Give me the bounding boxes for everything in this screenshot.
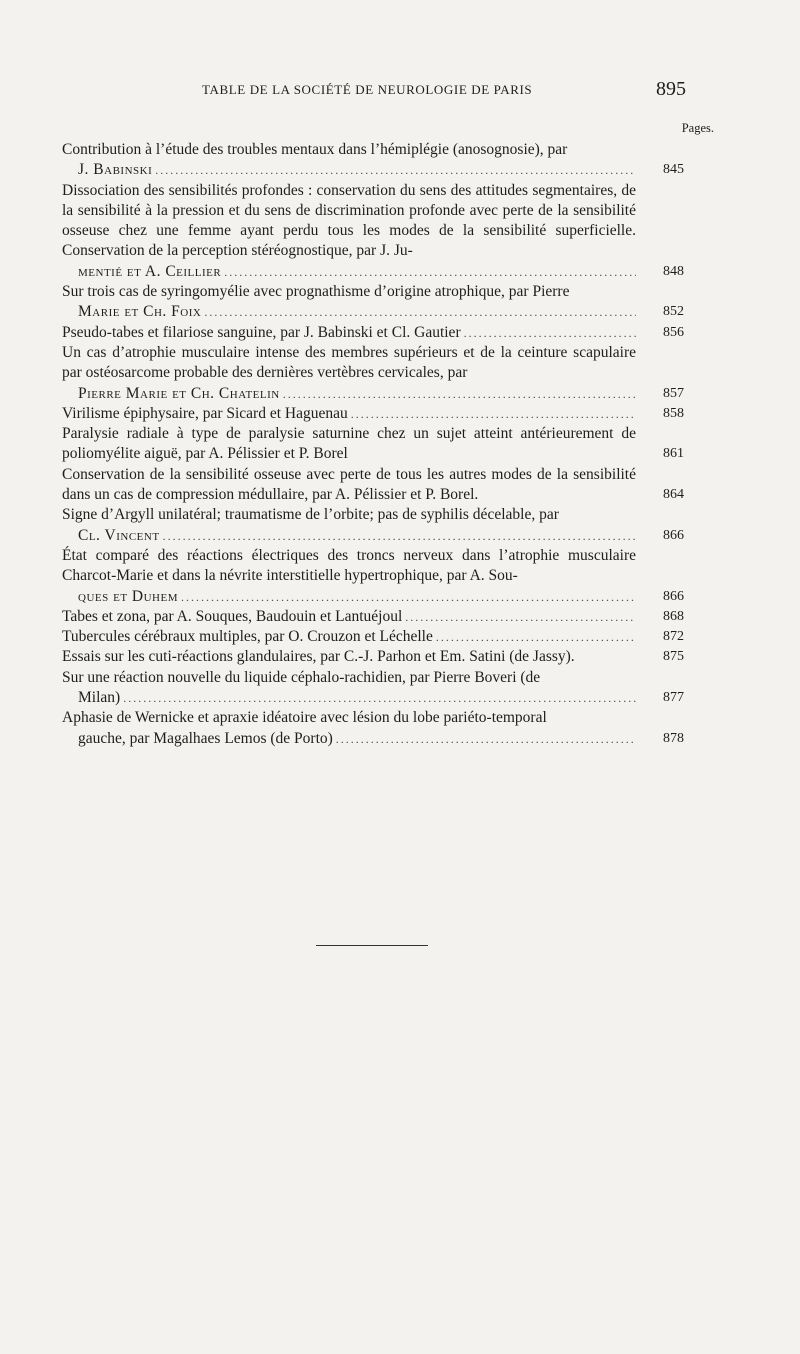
entry-text: Un cas d’atrophie musculaire intense des membres supérieurs et de la ceinture scapulaire par ostéosarcome probable des dernières vertèbres cervicales, par [62,343,636,382]
entry-author: ques et Duhem [78,587,178,605]
leader-dots [436,627,636,647]
entry-text: État comparé des réactions électriques des troncs nerveux dans l’atrophie musculaire Charcot-Marie et dans la névrite interstitielle hypertrophique, par A. Sou- [62,546,636,585]
toc-entry [62,607,684,627]
toc-entry [62,647,684,667]
entry-text: Essais sur les cuti-réactions glandulaires, par C.-J. Parhon et Em. Satini (de Jassy). [62,648,575,666]
entry-text: Paralysie radiale à type de paralysie saturnine chez un sujet atteint antérieurement de poliomyélite aiguë, par A. Pélissier et P. Borel [62,425,636,463]
toc-entry [62,140,684,181]
entry-page: 877 [663,690,684,706]
leader-dots [123,688,636,708]
table-of-contents [62,140,684,749]
entry-page: 852 [663,304,684,320]
entry-author: gauche, par Magalhaes Lemos (de Porto) [78,729,333,747]
entry-text: Sur une réaction nouvelle du liquide céphalo-rachidien, par Pierre Boveri (de [62,668,541,686]
entry-page: 861 [663,446,684,462]
entry-page: 868 [663,608,684,624]
entry-author: Pierre Marie et Ch. Chatelin [78,384,280,402]
entry-author: Cl. Vincent [78,526,160,544]
toc-entry [62,668,684,709]
toc-entry [62,627,684,647]
leader-dots [204,302,636,322]
leader-dots [336,729,636,749]
leader-dots [163,526,636,546]
entry-text: Signe d’Argyll unilatéral; traumatisme de l’orbite; pas de syphilis décelable, par [62,506,559,524]
toc-entry [62,465,684,506]
toc-entry [62,546,684,607]
toc-entry [62,424,684,465]
toc-entry [62,282,684,323]
entry-text: Dissociation des sensibilités profondes : conservation du sens des attitudes segmentaires, de la sensibilité à la pression et du sens de discrimination profonde avec perte de la sensibilité osseuse chez une femme ayant perdu tous les modes de la sensibilité superficielle. Conservation de la perception stéréognostique, par J. Ju- [62,181,636,260]
leader-dots [405,607,636,627]
entry-text: Aphasie de Wernicke et apraxie idéatoire avec lésion du lobe pariéto-temporal [62,709,547,727]
entry-page: 856 [663,324,684,340]
entry-author: Milan) [78,689,121,707]
leader-dots [351,404,636,424]
entry-author: Marie et Ch. Foix [78,303,202,321]
leader-dots [283,384,636,404]
leader-dots [464,323,636,343]
entry-page: 866 [663,527,684,543]
entry-text: Sur trois cas de syringomyélie avec prognathisme d’origine atrophique, par Pierre [62,283,570,301]
leader-dots [224,262,636,282]
entry-page: 848 [663,263,684,279]
leader-dots [155,160,636,180]
entry-page: 858 [663,405,684,421]
entry-text: Tabes et zona, par A. Souques, Baudouin et Lantuéjoul [62,607,403,625]
entry-page: 866 [663,588,684,604]
entry-page: 857 [663,385,684,401]
leader-dots [181,587,636,607]
toc-entry [62,505,684,546]
entry-text: Contribution à l’étude des troubles mentaux dans l’hémiplégie (anosognosie), par [62,141,568,158]
entry-text: Conservation de la sensibilité osseuse avec perte de tous les autres modes de la sensibilité dans un cas de compression médullaire, par A. Pélissier et P. Borel. [62,465,636,504]
pages-column-label: Pages. [681,121,714,135]
entry-page: 864 [663,487,684,503]
entry-text: Tubercules cérébraux multiples, par O. Crouzon et Léchelle [62,628,433,646]
toc-entry [62,404,684,424]
entry-page: 875 [663,649,684,665]
page-number: 895 [656,78,686,100]
entry-page: 878 [663,730,684,746]
entry-page: 872 [663,629,684,645]
toc-entry [62,708,684,749]
entry-text: Virilisme épiphysaire, par Sicard et Haguenau [62,404,348,422]
header-title: TABLE DE LA SOCIÉTÉ DE NEUROLOGIE DE PARIS [202,82,533,97]
toc-entry [62,343,684,404]
toc-entry [62,181,684,282]
end-rule [316,945,428,946]
entry-text: Pseudo-tabes et filariose sanguine, par J. Babinski et Cl. Gautier [62,323,461,341]
entry-author: J. Babinski [78,161,153,179]
entry-author: mentié et A. Ceillier [78,262,222,280]
entry-page: 845 [663,162,684,178]
toc-entry [62,323,684,343]
